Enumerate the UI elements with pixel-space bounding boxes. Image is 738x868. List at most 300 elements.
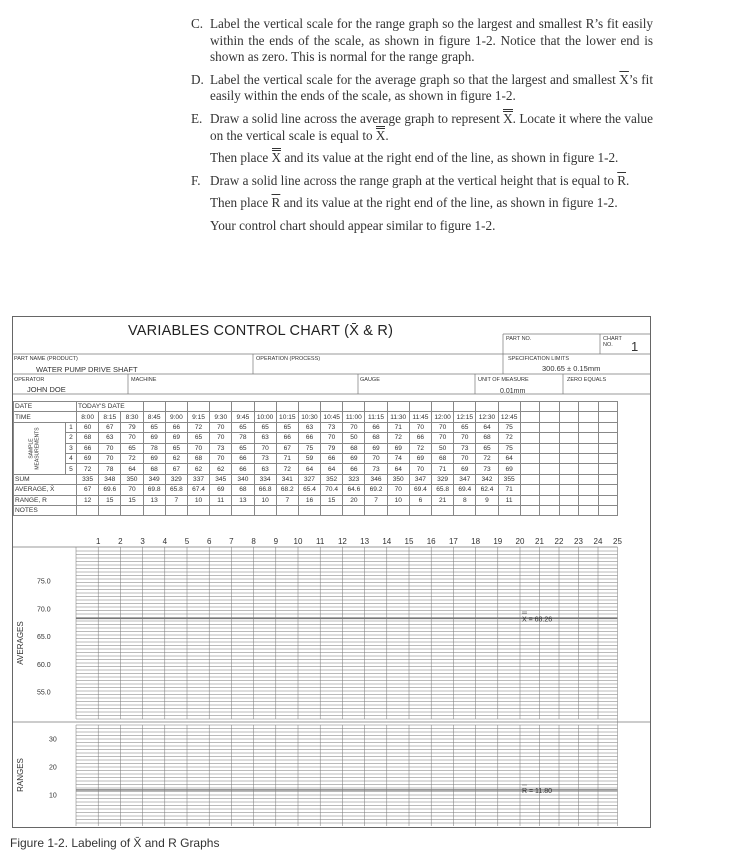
sample-cell: 71 xyxy=(276,453,298,463)
sample-cell xyxy=(598,453,618,463)
sample-cell: 65 xyxy=(276,422,298,432)
instructions xyxy=(191,16,653,241)
part-name: WATER PUMP DRIVE SHAFT xyxy=(36,365,138,374)
instruction-text: Your control chart should appear similar to figure 1-2. xyxy=(210,217,496,233)
sample-cell xyxy=(520,422,540,432)
sample-cell: 73 xyxy=(454,443,476,453)
range-label: RANGE, R xyxy=(14,495,77,505)
time-cell: 12:45 xyxy=(498,412,520,422)
sample-cell: 69 xyxy=(498,464,520,474)
sample-index: 1 xyxy=(66,422,77,432)
sample-cell: 78 xyxy=(143,443,165,453)
instruction-text: Draw a solid line across the average graph to represent X. Locate it where the value on the vertical scale is equal to X. xyxy=(210,110,653,143)
sample-cell xyxy=(559,453,579,463)
notes-cell xyxy=(540,505,560,515)
notes-cell xyxy=(99,505,121,515)
range-cell: 8 xyxy=(454,495,476,505)
average-cell: 69.4 xyxy=(409,485,431,495)
time-cell: 11:15 xyxy=(365,412,387,422)
sample-cell: 64 xyxy=(121,464,143,474)
range-cell: 12 xyxy=(77,495,99,505)
notes-cell xyxy=(476,505,498,515)
instruction-subparagraph xyxy=(210,195,653,212)
average-cell: 67.4 xyxy=(187,485,209,495)
time-cell xyxy=(520,412,540,422)
column-number: 25 xyxy=(613,537,622,546)
sum-cell: 349 xyxy=(143,474,165,484)
notes-cell xyxy=(254,505,276,515)
sample-cell: 65 xyxy=(232,443,254,453)
empty-cell xyxy=(559,402,579,412)
instruction-text: Label the vertical scale for the range graph so the largest and smallest R’s fit easily within the ends of the scale, as shown in figure 1-2. Notice that the lower end is shown as zero. This is normal for the range graph. xyxy=(210,16,653,65)
sample-cell: 72 xyxy=(77,464,99,474)
average-cell xyxy=(579,485,599,495)
column-number: 14 xyxy=(382,537,392,546)
sum-cell: 350 xyxy=(387,474,409,484)
range-tick-label: 30 xyxy=(49,736,57,744)
sample-cell xyxy=(559,433,579,443)
sum-cell: 355 xyxy=(498,474,520,484)
sample-cell: 70 xyxy=(321,433,343,443)
time-cell xyxy=(598,412,618,422)
average-cell xyxy=(540,485,560,495)
notes-cell xyxy=(343,505,365,515)
sample-cell: 75 xyxy=(298,443,320,453)
range-cell: 20 xyxy=(343,495,365,505)
range-cell: 16 xyxy=(298,495,320,505)
range-cell: 15 xyxy=(99,495,121,505)
sample-cell: 69 xyxy=(409,453,431,463)
notes-cell xyxy=(276,505,298,515)
sum-cell xyxy=(540,474,560,484)
column-number: 24 xyxy=(593,537,603,546)
average-cell: 65.8 xyxy=(432,485,454,495)
date-label: DATE xyxy=(14,402,77,412)
time-cell: 11:45 xyxy=(409,412,431,422)
empty-cell xyxy=(476,402,498,412)
sample-cell: 62 xyxy=(165,453,187,463)
empty-cell xyxy=(298,402,320,412)
range-cell: 10 xyxy=(254,495,276,505)
empty-cell xyxy=(343,402,365,412)
instruction-text: Draw a solid line across the range graph at the vertical height that is equal to $\overline{R}$. xyxy=(210,172,630,188)
sample-cell xyxy=(579,464,599,474)
sample-cell: 67 xyxy=(165,464,187,474)
column-number: 19 xyxy=(493,537,503,546)
range-cell: 11 xyxy=(210,495,232,505)
sample-cell: 68 xyxy=(77,433,99,443)
sample-cell: 72 xyxy=(498,433,520,443)
notes-cell xyxy=(579,505,599,515)
empty-cell xyxy=(187,402,209,412)
column-number: 20 xyxy=(515,537,525,546)
instruction-text: Label the vertical scale for the average graph so that the largest and smallest $\overline{X}’s$ fit easily within the ends of the scale, as shown in figure 1-2. xyxy=(210,71,653,104)
sample-cell: 71 xyxy=(432,464,454,474)
time-cell: 9:45 xyxy=(232,412,254,422)
time-cell: 11:00 xyxy=(343,412,365,422)
sample-cell: 50 xyxy=(432,443,454,453)
time-cell: 9:00 xyxy=(165,412,187,422)
empty-cell xyxy=(365,402,387,412)
sample-cell: 65 xyxy=(121,443,143,453)
sample-measurements-label xyxy=(14,422,66,474)
time-cell: 12:30 xyxy=(476,412,498,422)
range-cell xyxy=(520,495,540,505)
sample-index: 5 xyxy=(66,464,77,474)
time-cell: 8:45 xyxy=(143,412,165,422)
column-number: 4 xyxy=(162,537,168,546)
average-cell xyxy=(559,485,579,495)
range-cell: 6 xyxy=(409,495,431,505)
column-number: 1 xyxy=(95,537,101,546)
ranges-axis-label: RANGES xyxy=(16,758,25,792)
sample-cell: 69 xyxy=(77,453,99,463)
sample-cell: 70 xyxy=(210,422,232,432)
range-cell: 13 xyxy=(232,495,254,505)
sample-cell: 63 xyxy=(254,464,276,474)
average-cell: 66.8 xyxy=(254,485,276,495)
sample-cell: 64 xyxy=(298,464,320,474)
sample-cell: 66 xyxy=(276,433,298,443)
sample-index: 4 xyxy=(66,453,77,463)
empty-cell xyxy=(579,402,599,412)
column-number: 18 xyxy=(471,537,481,546)
sample-cell: 69 xyxy=(165,433,187,443)
sample-cell: 73 xyxy=(321,422,343,432)
instruction-subparagraph xyxy=(210,218,653,235)
avg-tick-label: 65.0 xyxy=(37,634,51,642)
spec-label: SPECIFICATION LIMITS xyxy=(508,356,570,362)
sample-cell: 70 xyxy=(454,433,476,443)
sum-cell: 347 xyxy=(409,474,431,484)
sample-cell: 64 xyxy=(476,422,498,432)
empty-cell xyxy=(598,402,618,412)
average-cell: 69.6 xyxy=(99,485,121,495)
range-cell xyxy=(598,495,618,505)
sample-cell: 73 xyxy=(476,464,498,474)
sample-cell: 70 xyxy=(187,443,209,453)
range-cell: 13 xyxy=(143,495,165,505)
sum-cell xyxy=(579,474,599,484)
time-cell: 10:00 xyxy=(254,412,276,422)
notes-cell xyxy=(409,505,431,515)
machine-label: MACHINE xyxy=(131,377,157,383)
time-cell: 8:30 xyxy=(121,412,143,422)
range-cell xyxy=(579,495,599,505)
sample-cell: 70 xyxy=(365,453,387,463)
part-name-label: PART NAME (PRODUCT) xyxy=(14,356,78,362)
sample-cell: 72 xyxy=(476,453,498,463)
sample-cell: 62 xyxy=(187,464,209,474)
time-cell: 10:15 xyxy=(276,412,298,422)
time-cell: 12:00 xyxy=(432,412,454,422)
sample-cell: 70 xyxy=(432,422,454,432)
sample-cell: 64 xyxy=(387,464,409,474)
column-number: 5 xyxy=(184,537,190,546)
average-cell: 69.8 xyxy=(143,485,165,495)
average-cell: 70 xyxy=(121,485,143,495)
sample-cell xyxy=(559,443,579,453)
empty-cell xyxy=(254,402,276,412)
sample-cell: 69 xyxy=(343,453,365,463)
column-number: 15 xyxy=(404,537,414,546)
rbar-line-label: R = 11.80 xyxy=(522,787,553,795)
notes-cell xyxy=(321,505,343,515)
average-cell: 68.2 xyxy=(276,485,298,495)
sum-cell: 329 xyxy=(165,474,187,484)
sum-cell: 346 xyxy=(365,474,387,484)
sum-cell: 337 xyxy=(187,474,209,484)
time-cell: 11:30 xyxy=(387,412,409,422)
notes-cell xyxy=(298,505,320,515)
instruction-text: Then place X and its value at the right end of the line, as shown in figure 1-2. xyxy=(210,150,619,166)
range-cell xyxy=(540,495,560,505)
sample-cell: 59 xyxy=(298,453,320,463)
column-number: 6 xyxy=(206,537,212,546)
range-cell: 21 xyxy=(432,495,454,505)
sample-cell xyxy=(579,453,599,463)
empty-cell xyxy=(454,402,476,412)
sample-cell: 66 xyxy=(77,443,99,453)
sample-cell: 72 xyxy=(121,453,143,463)
instruction-item xyxy=(191,72,653,105)
notes-cell xyxy=(520,505,540,515)
sample-cell: 70 xyxy=(210,433,232,443)
time-cell: 8:15 xyxy=(99,412,121,422)
sum-cell: 342 xyxy=(476,474,498,484)
gauge-label: GAUGE xyxy=(360,377,380,383)
sample-cell: 78 xyxy=(232,433,254,443)
empty-cell xyxy=(540,402,560,412)
sum-cell: 348 xyxy=(99,474,121,484)
sample-measurements-text: SAMPLE MEASUREMENTS xyxy=(28,427,40,470)
average-cell xyxy=(598,485,618,495)
sample-cell xyxy=(540,422,560,432)
notes-cell xyxy=(387,505,409,515)
sum-cell: 334 xyxy=(254,474,276,484)
sample-cell: 66 xyxy=(232,464,254,474)
sample-cell: 71 xyxy=(387,422,409,432)
sum-cell: 327 xyxy=(298,474,320,484)
sum-cell: 341 xyxy=(276,474,298,484)
sample-cell: 73 xyxy=(210,443,232,453)
sample-cell: 66 xyxy=(298,433,320,443)
sum-cell xyxy=(559,474,579,484)
empty-cell xyxy=(387,402,409,412)
average-label: AVERAGE, X̄ xyxy=(14,485,77,495)
range-cell: 7 xyxy=(276,495,298,505)
operator-label: OPERATOR xyxy=(14,377,45,383)
sum-label: SUM xyxy=(14,474,77,484)
time-cell: 10:45 xyxy=(321,412,343,422)
sample-cell: 73 xyxy=(365,464,387,474)
zero-label: ZERO EQUALS xyxy=(567,377,607,383)
sample-cell: 65 xyxy=(254,422,276,432)
sum-cell: 347 xyxy=(454,474,476,484)
sample-cell: 68 xyxy=(143,464,165,474)
column-number: 7 xyxy=(229,537,234,546)
sample-cell: 70 xyxy=(99,443,121,453)
time-cell xyxy=(559,412,579,422)
instruction-letter: C. xyxy=(191,16,204,31)
sample-cell xyxy=(540,464,560,474)
empty-cell xyxy=(321,402,343,412)
sample-cell: 69 xyxy=(143,433,165,443)
sum-cell: 345 xyxy=(210,474,232,484)
sample-cell xyxy=(579,443,599,453)
column-number: 8 xyxy=(251,537,256,546)
instruction-item xyxy=(191,111,653,144)
sum-cell xyxy=(598,474,618,484)
sample-cell: 63 xyxy=(254,433,276,443)
empty-cell xyxy=(432,402,454,412)
instruction-item xyxy=(191,16,653,66)
average-cell: 68 xyxy=(232,485,254,495)
sum-cell: 350 xyxy=(121,474,143,484)
notes-cell xyxy=(432,505,454,515)
column-number: 23 xyxy=(574,537,583,546)
column-number: 13 xyxy=(360,537,370,546)
sample-cell: 70 xyxy=(432,433,454,443)
date-value: TODAY'S DATE xyxy=(77,402,144,412)
sample-cell: 70 xyxy=(454,453,476,463)
notes-cell xyxy=(232,505,254,515)
sample-cell: 66 xyxy=(165,422,187,432)
average-cell: 64.6 xyxy=(343,485,365,495)
sample-cell: 68 xyxy=(343,443,365,453)
xbar-line-label: X = 68.26 xyxy=(522,616,553,624)
column-number: 17 xyxy=(448,537,458,546)
sum-cell: 329 xyxy=(432,474,454,484)
range-tick-label: 10 xyxy=(49,792,57,800)
sample-cell: 69 xyxy=(387,443,409,453)
average-cell: 67 xyxy=(77,485,99,495)
empty-cell xyxy=(520,402,540,412)
sample-cell: 72 xyxy=(409,443,431,453)
range-cell: 7 xyxy=(165,495,187,505)
operation-label: OPERATION (PROCESS) xyxy=(256,356,321,362)
sample-index: 2 xyxy=(66,433,77,443)
sample-cell: 60 xyxy=(77,422,99,432)
column-number: 2 xyxy=(118,537,123,546)
time-label: TIME xyxy=(14,412,77,422)
notes-cell xyxy=(598,505,618,515)
average-cell: 71 xyxy=(498,485,520,495)
sample-cell: 73 xyxy=(254,453,276,463)
notes-cell xyxy=(187,505,209,515)
sample-cell: 65 xyxy=(454,422,476,432)
range-cell: 11 xyxy=(498,495,520,505)
sample-cell: 70 xyxy=(409,464,431,474)
sample-cell: 68 xyxy=(365,433,387,443)
average-cell: 69.2 xyxy=(365,485,387,495)
time-cell: 12:15 xyxy=(454,412,476,422)
sample-cell: 68 xyxy=(187,453,209,463)
sum-cell: 352 xyxy=(321,474,343,484)
control-chart-form xyxy=(12,316,651,828)
average-cell: 65.8 xyxy=(165,485,187,495)
sample-cell xyxy=(520,433,540,443)
sample-cell: 79 xyxy=(321,443,343,453)
sample-cell: 72 xyxy=(187,422,209,432)
sample-cell: 64 xyxy=(498,453,520,463)
time-cell: 9:15 xyxy=(187,412,209,422)
data-table xyxy=(13,401,618,516)
range-cell: 10 xyxy=(187,495,209,505)
sum-cell: 340 xyxy=(232,474,254,484)
sample-cell: 62 xyxy=(210,464,232,474)
sum-cell: 323 xyxy=(343,474,365,484)
sample-cell xyxy=(520,443,540,453)
spec-value: 300.65 ± 0.15mm xyxy=(542,364,601,373)
column-number: 22 xyxy=(554,537,564,546)
sample-cell: 67 xyxy=(99,422,121,432)
column-number: 3 xyxy=(140,537,145,546)
range-cell: 9 xyxy=(476,495,498,505)
sample-cell: 68 xyxy=(432,453,454,463)
empty-cell xyxy=(210,402,232,412)
time-cell xyxy=(579,412,599,422)
range-cell: 7 xyxy=(365,495,387,505)
sample-cell: 67 xyxy=(276,443,298,453)
sample-cell: 70 xyxy=(121,433,143,443)
sample-cell xyxy=(520,453,540,463)
sample-cell: 69 xyxy=(365,443,387,453)
empty-cell xyxy=(143,402,165,412)
avg-tick-label: 70.0 xyxy=(37,606,51,614)
column-number: 21 xyxy=(535,537,544,546)
average-cell: 62.4 xyxy=(476,485,498,495)
average-cell: 70 xyxy=(387,485,409,495)
sample-cell xyxy=(598,422,618,432)
average-cell: 69 xyxy=(210,485,232,495)
sample-cell: 66 xyxy=(343,464,365,474)
sample-cell xyxy=(598,443,618,453)
empty-cell xyxy=(498,402,520,412)
form-lines xyxy=(13,317,650,827)
sample-cell: 70 xyxy=(254,443,276,453)
sample-cell: 66 xyxy=(321,453,343,463)
avg-tick-label: 75.0 xyxy=(37,578,51,586)
sum-cell xyxy=(520,474,540,484)
notes-cell xyxy=(165,505,187,515)
average-cell xyxy=(520,485,540,495)
average-cell: 65.4 xyxy=(298,485,320,495)
sample-cell: 72 xyxy=(387,433,409,443)
empty-cell xyxy=(232,402,254,412)
form-title: VARIABLES CONTROL CHART (X̄ & R) xyxy=(128,323,394,339)
sample-cell: 70 xyxy=(210,453,232,463)
sample-cell: 68 xyxy=(476,433,498,443)
time-cell: 10:30 xyxy=(298,412,320,422)
notes-cell xyxy=(365,505,387,515)
sample-cell: 69 xyxy=(143,453,165,463)
notes-label: NOTES xyxy=(14,505,77,515)
part-no-label: PART NO. xyxy=(506,336,532,342)
average-cell: 70.4 xyxy=(321,485,343,495)
empty-cell xyxy=(409,402,431,412)
sample-cell xyxy=(540,453,560,463)
time-cell: 9:30 xyxy=(210,412,232,422)
sample-cell: 69 xyxy=(454,464,476,474)
averages-axis-label: AVERAGES xyxy=(16,621,25,665)
range-cell: 15 xyxy=(121,495,143,505)
chart-no: 1 xyxy=(631,339,639,354)
time-cell: 8:00 xyxy=(77,412,99,422)
instruction-text: Then place $\overline{R}$ and its value at the right end of the line, as shown in figure 1-2. xyxy=(210,195,618,211)
sample-cell xyxy=(559,422,579,432)
sample-cell: 66 xyxy=(409,433,431,443)
